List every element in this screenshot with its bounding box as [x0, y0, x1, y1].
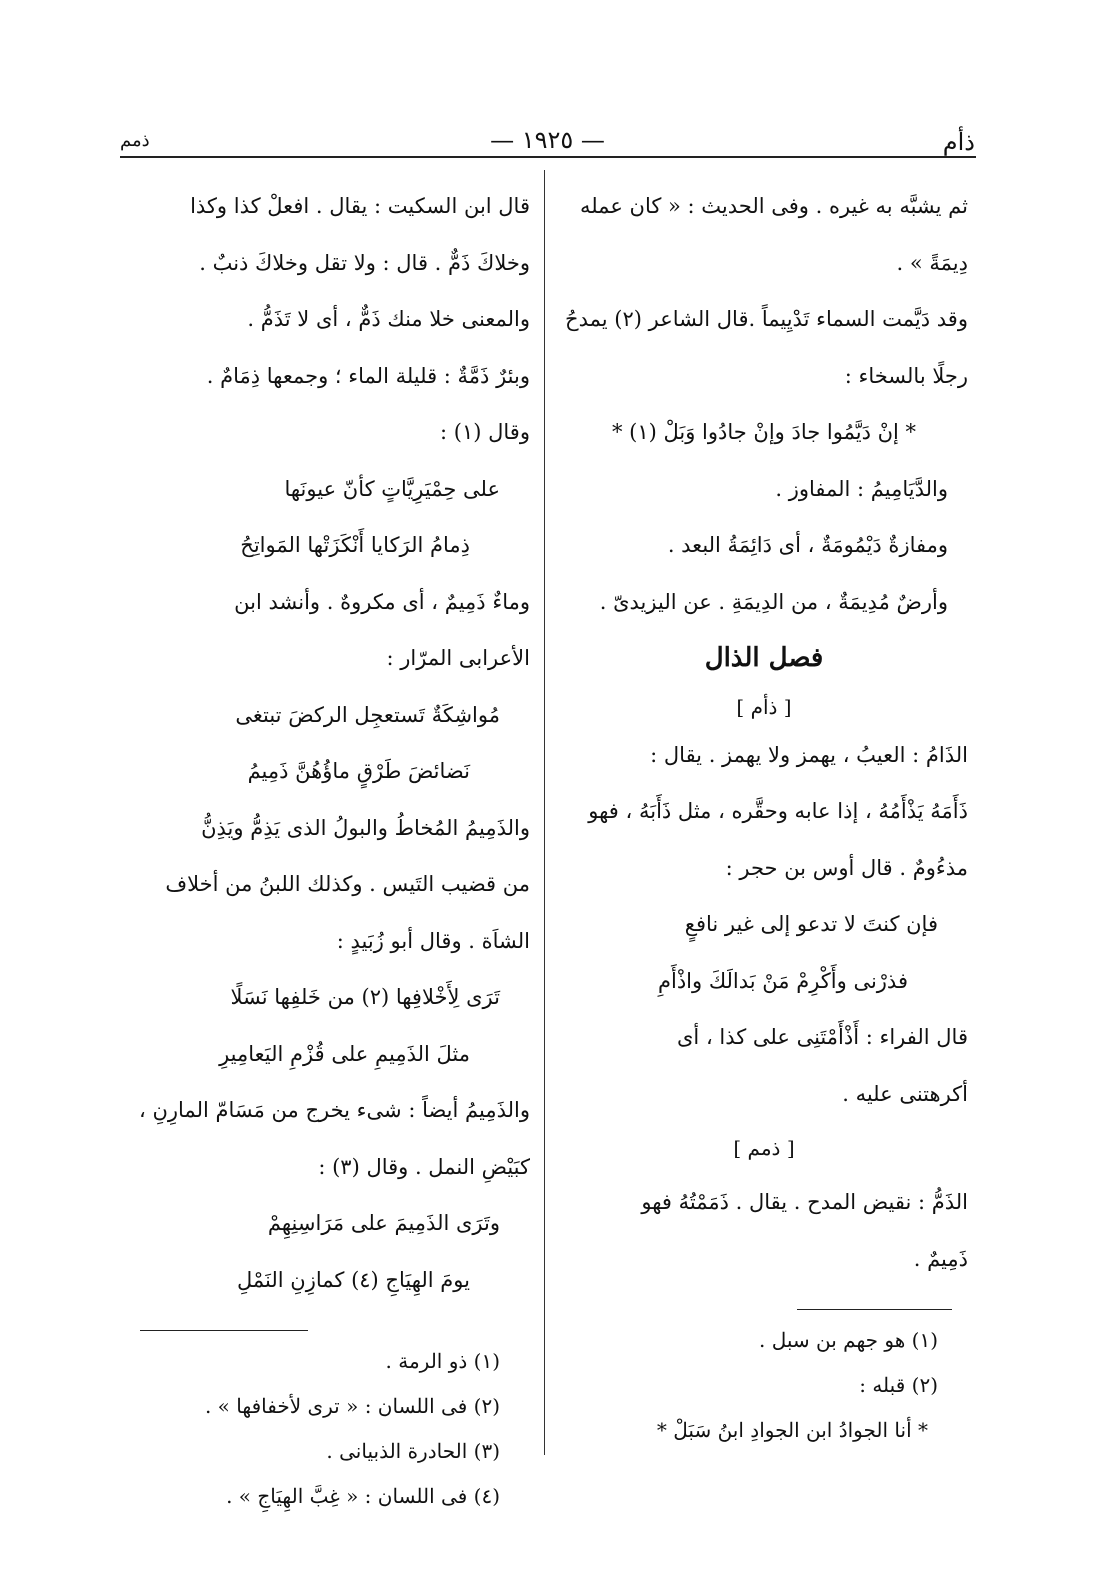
text-line: دِيمَةً » .: [896, 250, 968, 275]
text-line: والدَّيَامِيمُ : المفاوز .: [775, 476, 948, 501]
page-number: — ١٩٢٥ —: [490, 126, 605, 154]
page-header: [120, 120, 975, 156]
text-line: وأرضٌ مُدِيمَةٌ ، من الدِيمَةِ . عن اليزيدىّ .: [599, 589, 948, 614]
footnote-verse: * أنا الجوادُ ابن الجوادِ ابنُ سَبَلْ *: [656, 1418, 928, 1442]
text-line: وبئرٌ ذَمَّةٌ : قليلة الماء ؛ وجمعها ذِمَامٌ .: [206, 363, 530, 388]
verse-line: فإن كنتَ لا تدعو إلى غير نافعٍ: [684, 912, 938, 936]
text-line: وقد دَيَّمت السماء تَدْيِيماً .قال الشاعر (٢) يمدحُ: [565, 307, 968, 331]
footnote-rule: [797, 1309, 952, 1310]
verse-line: * إنْ دَيَّمُوا جادَ وإنْ جادُوا وَبَلْ (١) *: [611, 420, 917, 444]
header-right-word: ذأم: [942, 128, 975, 156]
section-title: فصل الذال: [704, 643, 824, 673]
entry-headword: [ ذمم ]: [733, 1136, 795, 1160]
text-line: قال الفراء : أَذْأَمْتَنِى على كذا ، أى: [677, 1025, 968, 1049]
verse-line: نَضائضَ طَرْقٍ ماؤُهُنَّ ذَمِيمُ: [247, 759, 470, 783]
text-line: والذَمِيمُ أيضاً : شىء يخرج من مَسَامّ المارِنِ ،: [139, 1098, 530, 1122]
verse-line: على حِمْيَرِيَّاتٍ كأنّ عيونَها: [284, 476, 500, 501]
left-column: [122, 178, 530, 1519]
verse-line: يومَ الهِيَاجِ (٤) كمازِنِ النَمْلِ: [237, 1267, 470, 1292]
verse-line: فذرْنى وأَكْرِمْ مَنْ بَدالَكَ واذْأَمِ: [657, 968, 908, 993]
text-line: ذَمِيمٌ .: [913, 1246, 968, 1271]
footnote-rule: [140, 1330, 308, 1331]
verse-line: مثلَ الذَمِيمِ على قُزْمِ اليَعامِيرِ: [219, 1041, 470, 1066]
footnote: (١) ذو الرمة .: [385, 1349, 500, 1373]
text-line: قال ابن السكيت : يقال . افعلْ كذا وكذا: [190, 194, 530, 218]
footnote: (١) هو جهم بن سبل .: [758, 1328, 938, 1352]
text-line: ومفازةٌ دَيْمُومَةٌ ، أى دَائِمَةُ البعد .: [667, 533, 948, 557]
text-line: رجلًا بالسخاء :: [844, 363, 968, 388]
verse-line: مُواشِكَةٌ تَستعجِل الركضَ تبتغى: [235, 702, 500, 727]
verse-line: تَرَى لِأَخْلافِها (٢) من خَلفِها نَسَلًا: [230, 985, 500, 1009]
text-line: مذءُومٌ . قال أوس بن حجر :: [725, 855, 968, 880]
text-line: ذَأَمَهُ يَذْأَمُهُ ، إذا عابه وحقَّره ، مثل ذَأَبَهُ ، فهو: [588, 799, 968, 823]
verse-line: ذِمامُ الرَكايا أَنْكَزَتْها المَواتِحُ: [240, 533, 470, 557]
text-line: ثم يشبَّه به غيره . وفى الحديث : « كان عمله: [579, 194, 968, 218]
text-line: الشاَة . وقال أبو زُبَيدٍ :: [336, 928, 530, 953]
header-left-word: ذمم: [120, 130, 150, 151]
text-line: وماءٌ ذَمِيمٌ ، أى مكروهٌ . وأنشد ابن: [234, 589, 530, 614]
text-line: والذَمِيمُ المُخاطُ والبولُ الذى يَذِمُّ ويَذِنُّ: [201, 815, 530, 840]
text-line: الذَامُ : العيبُ ، يهمز ولا يهمز . يقال :: [650, 742, 968, 767]
entry-headword: [ ذأم ]: [736, 694, 792, 719]
column-divider: [544, 170, 545, 1455]
text-line: الأعرابى المرّار :: [386, 646, 530, 670]
footnote: (٣) الحادرة الذبيانى .: [326, 1439, 500, 1463]
text-line: وخلاكَ ذَمٌّ . قال : ولا تقل وخلاكَ ذنبٌ .: [199, 250, 530, 275]
header-rule: [120, 156, 976, 158]
footnote: (٢) قبله :: [859, 1373, 938, 1397]
footnote: (٤) فى اللسان : « غِبَّ الهِيَاجِ » .: [226, 1484, 500, 1508]
verse-line: وتَرَى الذَمِيمَ على مَرَاسِنِهِمْ: [267, 1211, 500, 1235]
right-column: [560, 178, 968, 1453]
text-line: كبَيْضِ النمل . وقال (٣) :: [318, 1154, 530, 1179]
text-line: أكرهتنى عليه .: [842, 1081, 968, 1106]
text-line: والمعنى خلا منك ذَمٌّ ، أى لا تَذَمُّ .: [247, 307, 530, 331]
text-line: من قضيب التَيس . وكذلك اللبنُ من أخلاف: [165, 872, 530, 896]
text-line: الذَمُّ : نقيض المدح . يقال . ذَمَمْتُهُ فهو: [641, 1190, 968, 1214]
text-line: وقال (١) :: [440, 420, 530, 444]
footnote: (٢) فى اللسان : « ترى لأخفافها » .: [204, 1394, 500, 1418]
